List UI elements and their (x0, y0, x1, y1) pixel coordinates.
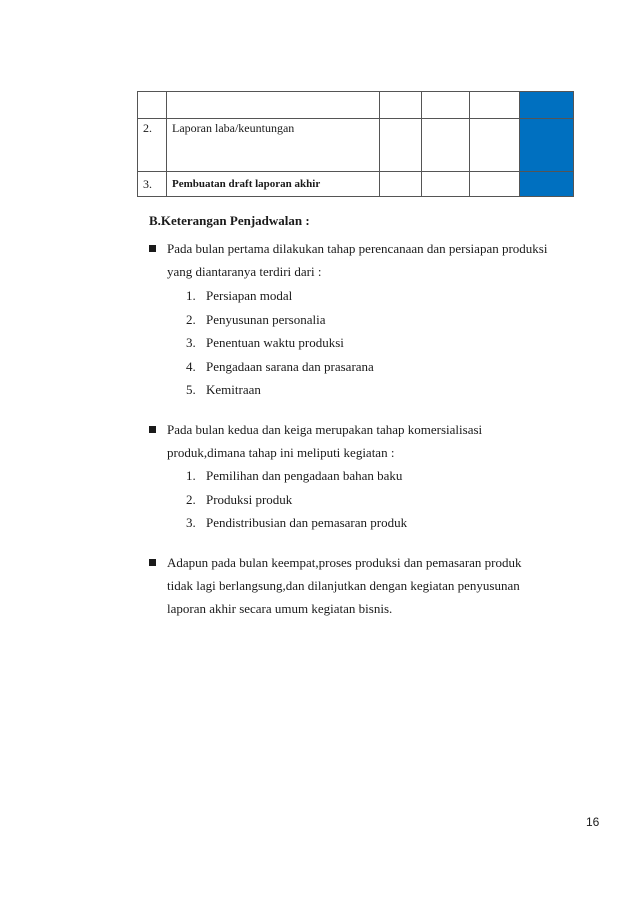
list-item: 5. Kemitraan (186, 382, 261, 397)
ordered-list (186, 284, 374, 402)
month-cell (422, 92, 470, 119)
month-cell (470, 172, 520, 197)
row-task (167, 92, 380, 119)
list-item: 3. Penentuan waktu produksi (186, 335, 344, 350)
text-line: yang diantaranya terdiri dari : (167, 264, 322, 279)
text-line: Adapun pada bulan keempat,proses produksi dan pemasaran produk (167, 555, 522, 570)
month-cell (380, 119, 422, 172)
row-task: Pembuatan draft laporan akhir (167, 172, 380, 197)
square-bullet-icon (149, 559, 156, 566)
row-task: Laporan laba/keuntungan (167, 119, 380, 172)
list-item: 1. Persiapan modal (186, 288, 293, 303)
list-item: 1. Pemilihan dan pengadaan bahan baku (186, 468, 403, 483)
text-line: tidak lagi berlangsung,dan dilanjutkan dengan kegiatan penyusunan (167, 578, 520, 593)
month-cell (380, 172, 422, 197)
month-cell-filled (520, 172, 574, 197)
text-line: Pada bulan pertama dilakukan tahap perencanaan dan persiapan produksi (167, 241, 548, 256)
page-number: 16 (586, 815, 600, 829)
month-cell (380, 92, 422, 119)
ordered-list (186, 464, 407, 535)
schedule-table (137, 91, 574, 197)
month-cell-filled (520, 92, 574, 119)
month-cell (470, 119, 520, 172)
square-bullet-icon (149, 245, 156, 252)
month-cell-filled (520, 119, 574, 172)
month-cell (470, 92, 520, 119)
bullet-item (149, 418, 587, 464)
text-line: Pada bulan kedua dan keiga merupakan tahap komersialisasi (167, 422, 483, 437)
table-row (138, 92, 574, 119)
row-number (138, 92, 167, 119)
section-title: B.Keterangan Penjadwalan : (149, 213, 310, 228)
bullet-text (167, 551, 587, 620)
text-line: laporan akhir secara umum kegiatan bisnis. (167, 601, 393, 616)
list-item: 4. Pengadaan sarana dan prasarana (186, 358, 374, 374)
row-number: 3. (138, 172, 167, 197)
bullet-item (149, 551, 587, 620)
square-bullet-icon (149, 426, 156, 433)
list-item: 2. Penyusunan personalia (186, 311, 326, 327)
table-row (138, 119, 574, 172)
month-cell (422, 172, 470, 197)
month-cell (422, 119, 470, 172)
table-row (138, 172, 574, 197)
list-item: 3. Pendistribusian dan pemasaran produk (186, 515, 408, 530)
bullet-text (167, 418, 587, 464)
list-item: 2. Produksi produk (186, 491, 293, 507)
bullet-text (167, 237, 587, 283)
row-number: 2. (138, 119, 167, 172)
bullet-item (149, 237, 587, 283)
text-line: produk,dimana tahap ini meliputi kegiatan : (167, 445, 395, 460)
